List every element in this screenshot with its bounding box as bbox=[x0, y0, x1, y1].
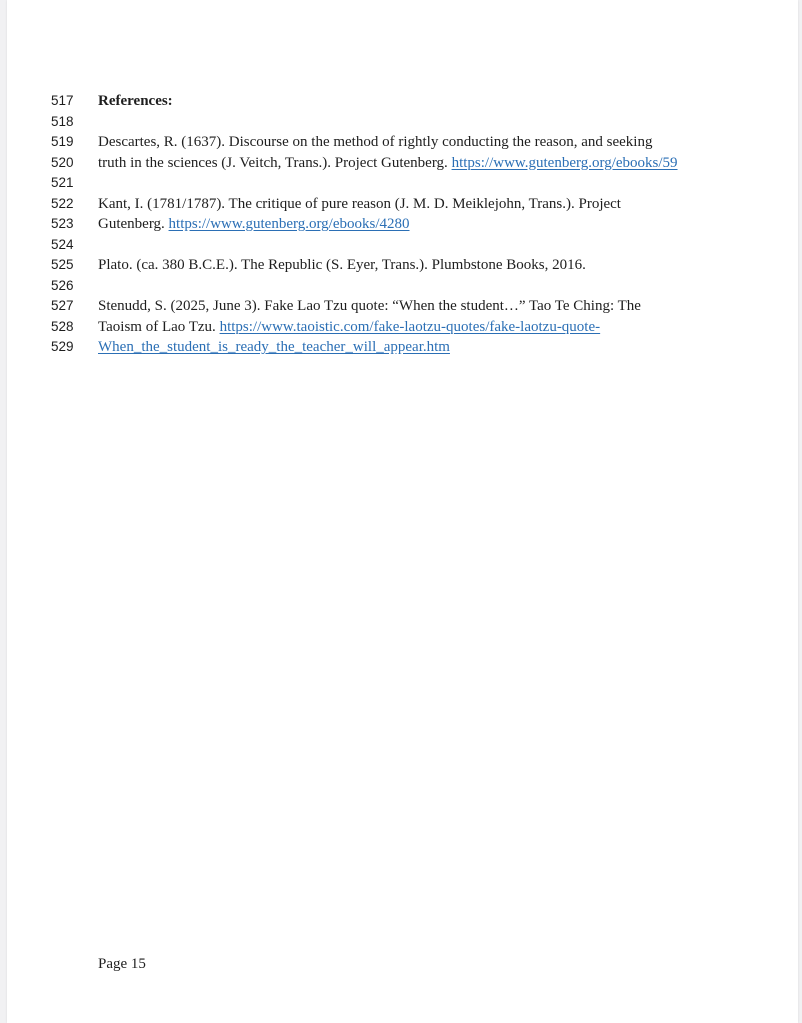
document-line bbox=[7, 153, 798, 173]
document-line bbox=[7, 91, 798, 111]
reference-text: truth in the sciences (J. Veitch, Trans.). Project Gutenberg. bbox=[98, 154, 452, 171]
line-number: 522 bbox=[51, 195, 74, 211]
document-line bbox=[7, 317, 798, 337]
line-text bbox=[98, 153, 678, 173]
line-number: 523 bbox=[51, 216, 74, 231]
line-number: 520 bbox=[51, 154, 74, 170]
document-line bbox=[7, 337, 798, 357]
reference-text: Kant, I. (1781/1787). The critique of pure reason (J. M. D. Meiklejohn, Trans.). Project bbox=[98, 195, 621, 212]
document-line bbox=[7, 255, 798, 275]
line-number: 521 bbox=[51, 175, 74, 190]
line-number: 517 bbox=[51, 93, 74, 108]
document-line bbox=[7, 235, 798, 255]
line-number: 519 bbox=[51, 134, 74, 149]
line-number: 524 bbox=[51, 236, 74, 252]
line-text bbox=[98, 255, 586, 275]
line-number: 528 bbox=[51, 318, 74, 334]
line-text bbox=[98, 296, 641, 316]
reference-text: Stenudd, S. (2025, June 3). Fake Lao Tzu quote: “When the student…” Tao Te Ching: The bbox=[98, 298, 641, 314]
page-footer: Page 15 bbox=[98, 956, 146, 972]
reference-text: Descartes, R. (1637). Discourse on the method of rightly conducting the reason, and seeking bbox=[98, 134, 653, 150]
reference-link[interactable]: When_the_student_is_ready_the_teacher_will_appear.htm bbox=[98, 339, 450, 355]
line-number: 529 bbox=[51, 339, 74, 354]
line-text bbox=[98, 214, 410, 234]
references-heading: References: bbox=[98, 93, 173, 109]
line-number: 518 bbox=[51, 113, 74, 129]
document-line bbox=[7, 173, 798, 193]
document-line bbox=[7, 276, 798, 296]
document-page bbox=[7, 0, 798, 1023]
document-line bbox=[7, 214, 798, 234]
document-line bbox=[7, 194, 798, 214]
reference-text: Taoism of Lao Tzu. bbox=[98, 318, 220, 335]
reference-link[interactable]: https://www.taoistic.com/fake-laotzu-quotes/fake-laotzu-quote- bbox=[219, 318, 601, 335]
document-line bbox=[7, 132, 798, 152]
reference-text: Plato. (ca. 380 B.C.E.). The Republic (S. Eyer, Trans.). Plumbstone Books, 2016. bbox=[98, 257, 586, 273]
line-number: 525 bbox=[51, 257, 74, 272]
document-line bbox=[7, 112, 798, 132]
line-number: 527 bbox=[51, 298, 74, 313]
document-line bbox=[7, 296, 798, 316]
line-text bbox=[98, 317, 600, 337]
line-text bbox=[98, 337, 450, 357]
reference-link[interactable]: https://www.gutenberg.org/ebooks/59 bbox=[451, 154, 678, 171]
line-number: 526 bbox=[51, 277, 74, 293]
line-text bbox=[98, 132, 652, 152]
reference-text: Gutenberg. bbox=[98, 216, 169, 232]
reference-link[interactable]: https://www.gutenberg.org/ebooks/4280 bbox=[168, 216, 410, 232]
line-text bbox=[98, 91, 173, 111]
line-text bbox=[98, 194, 621, 214]
